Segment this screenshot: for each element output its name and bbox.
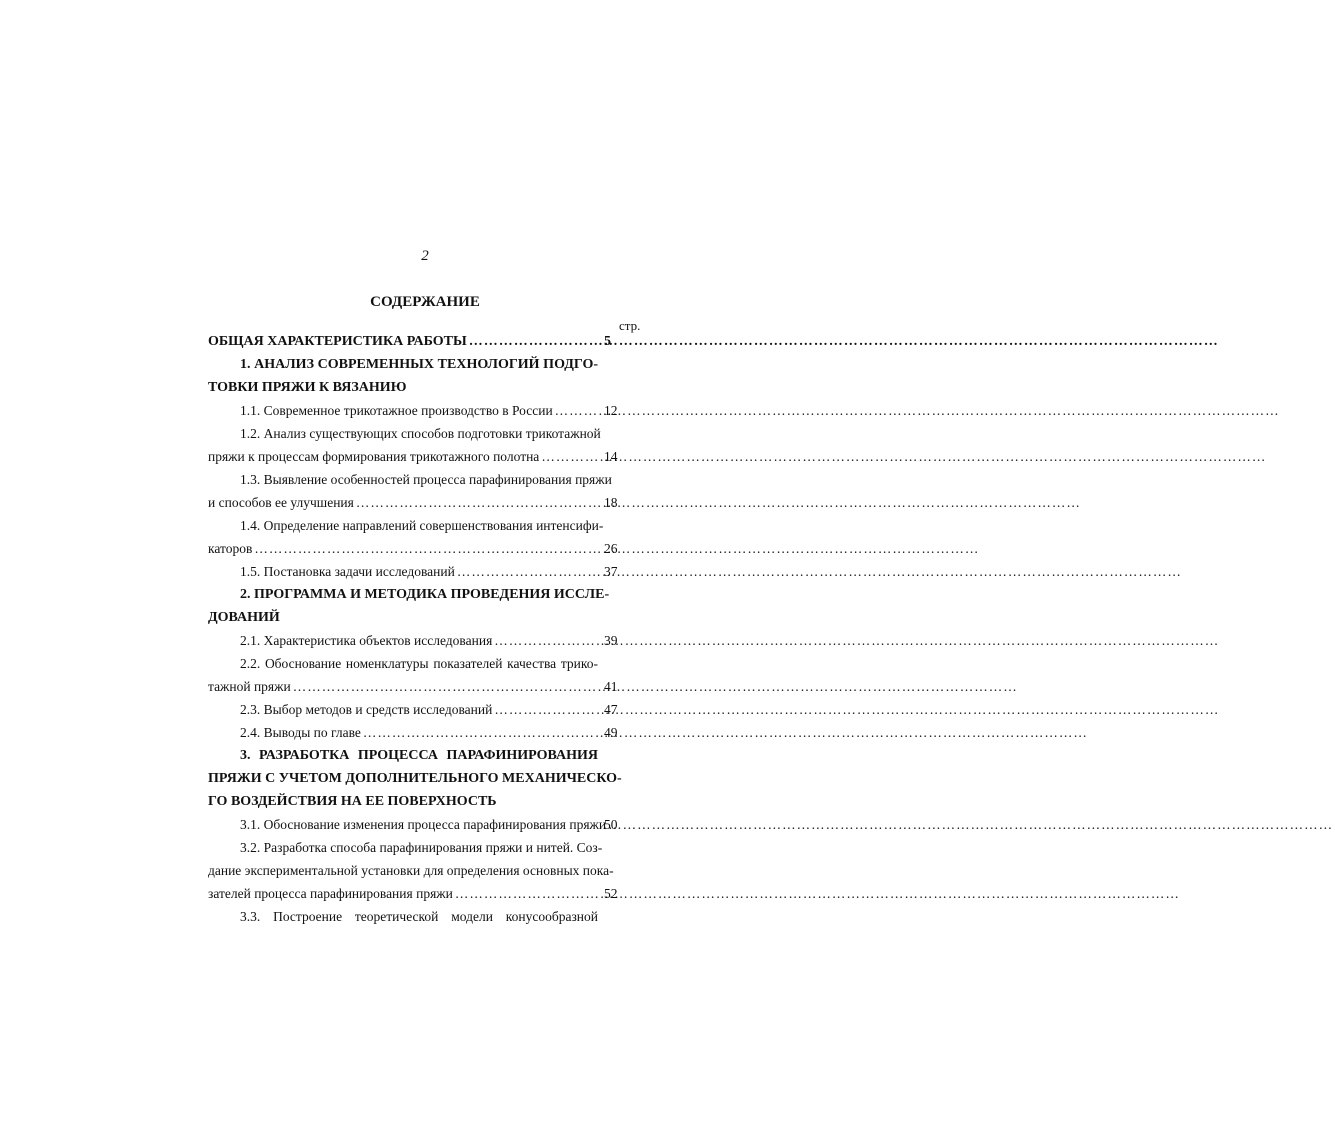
toc-page: 5 xyxy=(604,334,611,349)
dot-leader xyxy=(455,560,1184,583)
dot-leader xyxy=(539,445,1268,468)
table-of-contents xyxy=(208,330,628,928)
toc-section-2-4: 2.4. Выводы по главе …………………………………………………………………………………………………………………………………… 49 xyxy=(208,721,628,744)
toc-general: ОБЩАЯ ХАРАКТЕРИСТИКА РАБОТЫ …………………………………………………………………………………………………………………………………… 5 xyxy=(208,330,628,353)
page-column-label: стр. xyxy=(619,318,641,333)
toc-chapter-2: 2. ПРОГРАММА И МЕТОДИКА ПРОВЕДЕНИЯ ИССЛЕ- ДОВАНИЙ xyxy=(208,587,610,625)
toc-section-3-3: 3.3. Построение теоретической модели конусообразной xyxy=(240,909,598,924)
dot-leader xyxy=(492,629,1221,652)
toc-section-2-2: 2.2. Обоснование номенклатуры показателей качества трико- тажной пряжи …………………………………………………………………………………………………………………………………… 41 xyxy=(208,652,628,698)
toc-page: 39 xyxy=(604,633,618,648)
dot-leader xyxy=(492,698,1221,721)
page-number: 2 xyxy=(421,248,429,264)
toc-page: 37 xyxy=(604,564,618,579)
toc-page: 14 xyxy=(604,449,618,464)
dot-leader xyxy=(606,813,1335,836)
dot-leader xyxy=(361,721,1090,744)
toc-page: 18 xyxy=(604,495,618,510)
toc-page: 41 xyxy=(604,679,618,694)
toc-page: 49 xyxy=(604,725,618,740)
toc-section-1-2: 1.2. Анализ существующих способов подготовки трикотажной пряжи к процессам формирования трикотажного полотна …………………………………………………………………………………………………………………………………… 14 xyxy=(208,422,628,468)
dot-leader xyxy=(291,675,1020,698)
toc-section-1-3: 1.3. Выявление особенностей процесса парафинирования пряжи и способов ее улучшения …………………………………………………………………………………………………………………………………… 18 xyxy=(208,468,628,514)
toc-section-3-2: 3.2. Разработка способа парафинирования пряжи и нитей. Соз- дание экспериментальной установки для определения основных пока- зателей процесса парафинирования пряжи …………………………………………………………………………………………………………………………………… 52 xyxy=(208,836,628,905)
dot-leader xyxy=(453,882,1182,905)
toc-section-2-1: 2.1. Характеристика объектов исследования …………………………………………………………………………………………………………………………………… 39 xyxy=(208,629,628,652)
toc-section-1-5: 1.5. Постановка задачи исследований …………………………………………………………………………………………………………………………………… 37 xyxy=(208,560,628,583)
toc-page: 12 xyxy=(604,403,618,418)
toc-page: 50 xyxy=(604,817,618,832)
toc-page: 26 xyxy=(604,541,618,556)
page-title: СОДЕРЖАНИЕ xyxy=(370,294,480,310)
dot-leader xyxy=(553,399,1282,422)
toc-section-1-1: 1.1. Современное трикотажное производство в России …………………………………………………………………………………………………………………………………… 12 xyxy=(208,399,628,422)
toc-section-1-4: 1.4. Определение направлений совершенствования интенсифи- каторов …………………………………………………………………………………………………………………………………… 26 xyxy=(208,514,628,560)
toc-chapter-3: 3. РАЗРАБОТКА ПРОЦЕССА ПАРАФИНИРОВАНИЯ ПРЯЖИ С УЧЕТОМ ДОПОЛНИТЕЛЬНОГО МЕХАНИЧЕСКО- ГО ВОЗДЕЙСТВИЯ НА ЕЕ ПОВЕРХНОСТЬ xyxy=(208,748,622,809)
toc-page: 52 xyxy=(604,886,618,901)
dot-leader xyxy=(467,330,1221,353)
toc-chapter-1: 1. АНАЛИЗ СОВРЕМЕННЫХ ТЕХНОЛОГИЙ ПОДГО- ТОВКИ ПРЯЖИ К ВЯЗАНИЮ xyxy=(208,357,598,395)
toc-page: 47 xyxy=(604,702,618,717)
toc-section-3-1: 3.1. Обоснование изменения процесса парафинирования пряжи …………………………………………………………………………………………………………………………………… 50 xyxy=(208,813,628,836)
dot-leader xyxy=(354,491,1083,514)
toc-section-2-3: 2.3. Выбор методов и средств исследований …………………………………………………………………………………………………………………………………… 47 xyxy=(208,698,628,721)
